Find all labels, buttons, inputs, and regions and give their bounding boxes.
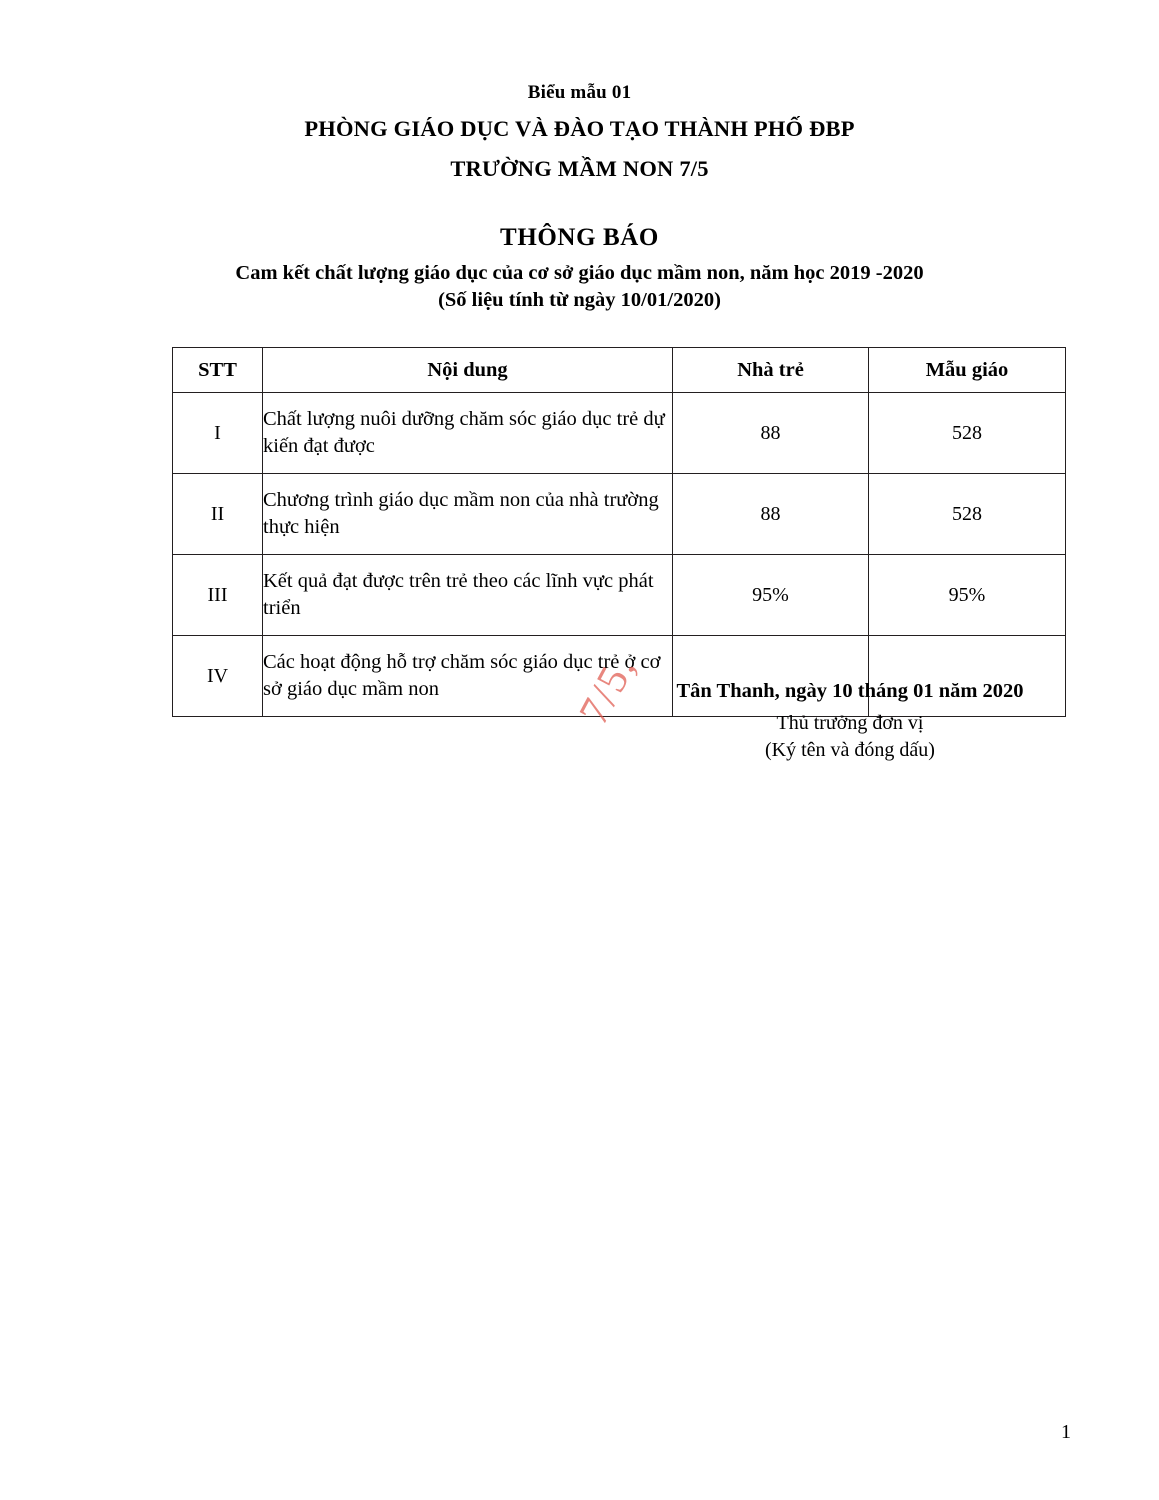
stamp-text: 7/5, [570, 646, 646, 733]
row-stt: III [173, 555, 263, 636]
row-nha-tre: 88 [673, 393, 869, 474]
row-mau-giao: 528 [869, 474, 1066, 555]
signature-role: Thủ trưởng đơn vị [776, 712, 924, 734]
signature-note: (Ký tên và đóng dấu) [765, 739, 935, 761]
row-nha-tre: 88 [673, 474, 869, 555]
commitment-table [172, 347, 1066, 717]
column-header-nha-tre: Nhà trẻ [673, 348, 869, 393]
table-header-row [173, 348, 1066, 393]
row-stt: II [173, 474, 263, 555]
column-header-mau-giao: Mẫu giáo [869, 348, 1066, 393]
row-content: Kết quả đạt được trên trẻ theo các lĩnh vực phát triển [263, 555, 673, 636]
table-row [173, 474, 1066, 555]
school-name: TRƯỜNG MẦM NON 7/5 [450, 156, 709, 181]
form-code: Biểu mẫu 01 [527, 82, 632, 103]
notice-title: THÔNG BÁO [500, 224, 659, 251]
row-content: Các hoạt động hỗ trợ chăm sóc giáo dục trẻ ở cơ sở giáo dục mầm non [263, 636, 673, 717]
table-row [173, 555, 1066, 636]
signature-block [640, 680, 1060, 762]
row-mau-giao: 528 [869, 393, 1066, 474]
column-header-content: Nội dung [263, 348, 673, 393]
signature-place-date: Tân Thanh, ngày 10 tháng 01 năm 2020 [676, 680, 1024, 702]
row-content: Chất lượng nuôi dưỡng chăm sóc giáo dục trẻ dự kiến đạt được [263, 393, 673, 474]
document-header [0, 0, 1159, 182]
row-stt: IV [173, 636, 263, 717]
page-number: 1 [1061, 1421, 1071, 1443]
table-row [173, 393, 1066, 474]
row-nha-tre: 95% [673, 555, 869, 636]
notice-note: (Số liệu tính từ ngày 10/01/2020) [438, 289, 721, 311]
row-content: Chương trình giáo dục mầm non của nhà trường thực hiện [263, 474, 673, 555]
row-stt: I [173, 393, 263, 474]
department-name: PHÒNG GIÁO DỤC VÀ ĐÀO TẠO THÀNH PHỐ ĐBP [304, 116, 855, 141]
row-mau-giao: 95% [869, 555, 1066, 636]
column-header-stt: STT [173, 348, 263, 393]
notice-subtitle: Cam kết chất lượng giáo dục của cơ sở giáo dục mầm non, năm học 2019 -2020 [235, 262, 924, 284]
